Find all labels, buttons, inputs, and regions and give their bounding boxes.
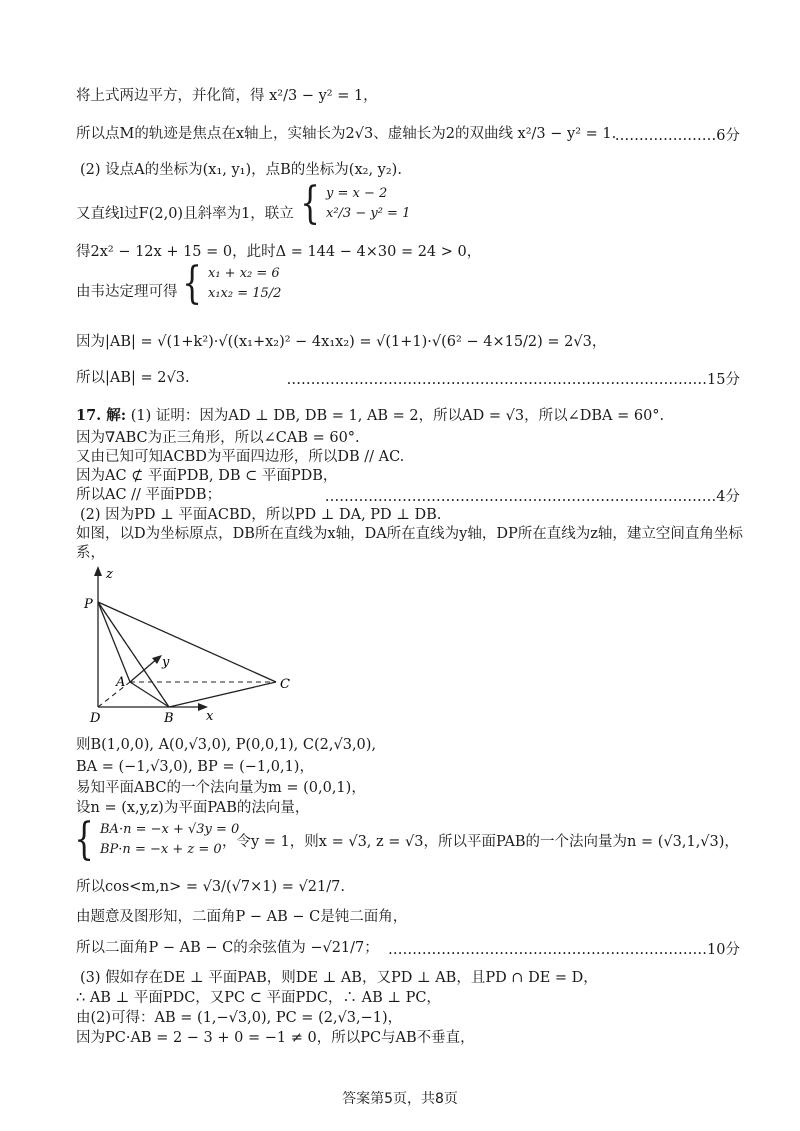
label-y: y <box>162 655 170 670</box>
page-footer: 答案第5页，共8页 <box>342 1091 458 1107</box>
p17-line-8: 系， <box>76 545 105 561</box>
p17-line-4: 因为AC ⊄ 平面PDB, DB ⊂ 平面PDB， <box>76 468 338 484</box>
brace-icon: { <box>300 178 320 229</box>
system-eq-6: BP·n = −x + z = 0 <box>100 842 222 857</box>
text-line-5: 得2x² − 12x + 15 = 0，此时Δ = 144 − 4×30 = 24 > 0， <box>76 244 482 260</box>
text-line-4: 又直线l过F(2,0)且斜率为1，联立 <box>76 206 294 222</box>
p17-line-5: 所以AC // 平面PDB； <box>76 487 222 503</box>
p17-line-6: (2) 因为PD ⊥ 平面ACBD，所以PD ⊥ DA, PD ⊥ DB. <box>80 507 442 523</box>
coord-line-9: (3) 假如存在DE ⊥ 平面PAB，则DE ⊥ AB，又PD ⊥ AB，且PD ∩ DE = D， <box>80 970 598 986</box>
text-line-7: 因为|AB| = √(1+k²)·√((x₁+x₂)² − 4x₁x₂) = √(1+1)·√(6² − 4×15/2) = 2√3， <box>76 334 607 350</box>
coord-line-10: ∴ AB ⊥ 平面PDC，又PC ⊂ 平面PDC，∴ AB ⊥ PC， <box>76 990 441 1006</box>
system-line-6 <box>178 258 282 309</box>
label-C: C <box>280 677 290 692</box>
text-line-8: 所以|AB| = 2√3. <box>76 370 190 386</box>
text-line-6: 由韦达定理可得 <box>76 284 178 300</box>
p17-heading: 17. 解: <box>76 407 127 424</box>
coord-line-12: 因为PC·AB = 2 − 3 + 0 = −1 ≠ 0，所以PC与AB不垂直， <box>76 1030 475 1046</box>
text-line-3: (2) 设点A的坐标为(x₁, y₁)，点B的坐标为(x₂, y₂). <box>80 162 402 178</box>
coord-line-5: ，令y = 1，则x = √3, z = √3，所以平面PAB的一个法向量为n = (√3,1,√3)， <box>222 834 739 850</box>
coord-line-1: 则B(1,0,0), A(0,√3,0), P(0,0,1), C(2,√3,0), <box>76 737 377 753</box>
score-10: …………………………………………………………10分 <box>388 942 740 958</box>
system-eq-2: x²/3 − y² = 1 <box>326 206 411 221</box>
text-line-1: 将上式两边平方，并化简，得 x²/3 − y² = 1， <box>76 88 378 104</box>
score-15: ……………………………………………………………………………15分 <box>286 372 740 388</box>
system-eq-3: x₁ + x₂ = 6 <box>208 266 280 281</box>
score-6: …………………6分 <box>614 128 740 144</box>
coord-line-11: 由(2)可得：AB = (1,−√3,0), PC = (2,√3,−1)， <box>76 1010 403 1026</box>
p17-line-2: 因为∇ABC为正三角形，所以∠CAB = 60°. <box>76 430 360 446</box>
p17-line-1 <box>76 406 664 426</box>
brace-icon: { <box>74 814 94 865</box>
system-eq-4: x₁x₂ = 15/2 <box>208 286 282 301</box>
system-line-4 <box>296 178 411 229</box>
coord-line-6: 所以cos<m,n> = √3/(√7×1) = √21/7. <box>76 879 345 895</box>
coord-line-8: 所以二面角P − AB − C的余弦值为 −√21/7； <box>76 940 379 956</box>
coord-line-7: 由题意及图形知，二面角P − AB − C是钝二面角， <box>76 909 408 925</box>
brace-icon: { <box>182 258 202 309</box>
label-x: x <box>206 709 214 724</box>
coord-line-3: 易知平面ABC的一个法向量为m = (0,0,1)， <box>76 780 366 796</box>
coord-line-2: BA = (−1,√3,0), BP = (−1,0,1)， <box>76 759 314 775</box>
score-4: ………………………………………………………………………4分 <box>324 489 740 505</box>
z-axis-arrow-icon <box>94 566 102 576</box>
label-D: D <box>90 711 101 726</box>
label-P: P <box>84 597 93 612</box>
label-z: z <box>106 567 113 582</box>
system-eq-1: y = x − 2 <box>326 186 388 201</box>
label-A: A <box>116 675 126 690</box>
system-eq-5: BA·n = −x + √3y = 0 <box>100 822 240 837</box>
p17-line-3: 又由已知可知ACBD为平面四边形，所以DB // AC. <box>76 449 405 465</box>
coord-line-4: 设n = (x,y,z)为平面PAB的法向量， <box>76 800 310 816</box>
system-normal <box>70 814 240 865</box>
geometry-figure <box>78 562 308 732</box>
p17-text-1: (1) 证明：因为AD ⊥ DB, DB = 1, AB = 2，所以AD = √3，所以∠DBA = 60°. <box>130 408 665 424</box>
label-B: B <box>164 711 174 726</box>
p17-line-7: 如图，以D为坐标原点，DB所在直线为x轴，DA所在直线为y轴，DP所在直线为z轴，建立空间直角坐标 <box>76 526 743 542</box>
text-line-2: 所以点M的轨迹是焦点在x轴上，实轴长为2√3、虚轴长为2的双曲线 x²/3 − y² = 1. <box>76 126 617 142</box>
